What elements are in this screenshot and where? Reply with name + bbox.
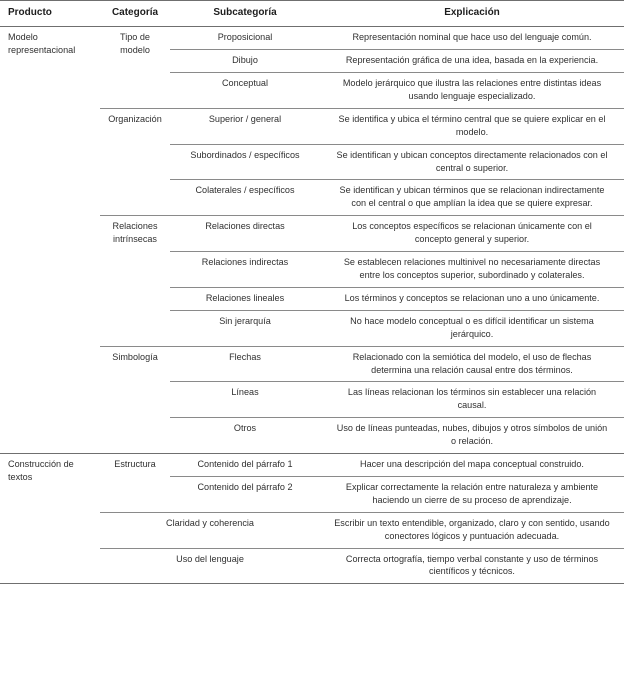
cell-subcategoria: Superior / general <box>170 108 320 144</box>
cell-explicacion: Se identifican y ubican términos que se relacionan indirectamente con el central o que amplían la idea que se quiere expresar. <box>320 180 624 216</box>
column-header-explicacion: Explicación <box>444 7 500 18</box>
cell-categoria: Tipo de modelo <box>120 32 150 56</box>
cell-subcategoria: Proposicional <box>217 32 273 43</box>
cell-explicacion: No hace modelo conceptual o es difícil identificar un sistema jerárquico. <box>320 310 624 346</box>
column-header-producto: Producto <box>8 7 52 18</box>
cell-explicacion: Modelo jerárquico que ilustra las relaciones entre distintas ideas usando lenguaje especializado. <box>320 73 624 109</box>
cell-producto: Construcción de textos <box>0 454 100 584</box>
table-row <box>0 27 624 50</box>
column-header-categoria: Categoría <box>111 7 159 18</box>
cell-explicacion: Uso de líneas punteadas, nubes, dibujos y otros símbolos de unión o relación. <box>320 418 624 454</box>
cell-explicacion: Explicar correctamente la relación entre naturaleza y ambiente haciendo un cierre de su proceso de aprendizaje. <box>320 476 624 512</box>
cell-subcategoria: Relaciones lineales <box>170 287 320 310</box>
cell-explicacion: Escribir un texto entendible, organizado, claro y con sentido, usando conectores lógicos y puntuación adecuada. <box>320 512 624 548</box>
cell-subcategoria: Sin jerarquía <box>170 310 320 346</box>
table-footer-rule <box>0 584 624 585</box>
cell-subcategoria: Dibujo <box>170 50 320 73</box>
cell-categoria: Simbología <box>100 346 170 453</box>
cell-categoria: Organización <box>100 108 170 215</box>
cell-explicacion: Se identifica y ubica el término central que se quiere explicar en el modelo. <box>320 108 624 144</box>
cell-explicacion: Los términos y conceptos se relacionan uno a uno únicamente. <box>320 287 624 310</box>
cell-subcategoria: Líneas <box>170 382 320 418</box>
cell-subcategoria: Relaciones directas <box>170 216 320 252</box>
cell-categoria: Estructura <box>100 454 170 513</box>
cell-producto: Modelo representacional <box>8 32 76 56</box>
cell-explicacion: Relacionado con la semiótica del modelo, el uso de flechas determina una relación causal entre dos términos. <box>320 346 624 382</box>
table-header-row <box>0 1 624 27</box>
cell-subcategoria: Contenido del párrafo 2 <box>170 476 320 512</box>
table-bottom-rule <box>0 584 624 585</box>
cell-subcategoria: Contenido del párrafo 1 <box>170 454 320 477</box>
table-bottom-rule-row <box>0 584 624 585</box>
cell-explicacion: Los conceptos específicos se relacionan únicamente con el concepto general y superior. <box>320 216 624 252</box>
cell-subcategoria-merged: Claridad y coherencia <box>100 512 320 548</box>
table-body <box>0 27 624 584</box>
cell-subcategoria: Relaciones indirectas <box>170 252 320 288</box>
cell-subcategoria: Conceptual <box>170 73 320 109</box>
cell-explicacion: Correcta ortografía, tiempo verbal constante y uso de términos científicos y técnicos. <box>320 548 624 584</box>
cell-explicacion: Se establecen relaciones multinivel no necesariamente directas entre los conceptos superior, subordinado y colaterales. <box>320 252 624 288</box>
cell-subcategoria: Subordinados / específicos <box>170 144 320 180</box>
cell-explicacion: Las líneas relacionan los términos sin establecer una relación causal. <box>320 382 624 418</box>
cell-explicacion: Representación nominal que hace uso del lenguaje común. <box>352 32 592 43</box>
cell-subcategoria: Otros <box>170 418 320 454</box>
cell-categoria: Relaciones intrínsecas <box>100 216 170 346</box>
cell-subcategoria-merged: Uso del lenguaje <box>100 548 320 584</box>
column-header-subcategoria: Subcategoría <box>213 7 277 18</box>
table-header <box>0 1 624 27</box>
cell-explicacion: Se identifican y ubican conceptos directamente relacionados con el central o superior. <box>320 144 624 180</box>
cell-subcategoria: Flechas <box>170 346 320 382</box>
cell-explicacion: Representación gráfica de una idea, basada en la experiencia. <box>320 50 624 73</box>
cell-subcategoria: Colaterales / específicos <box>170 180 320 216</box>
table-row <box>0 454 624 477</box>
cell-explicacion: Hacer una descripción del mapa conceptual construido. <box>320 454 624 477</box>
